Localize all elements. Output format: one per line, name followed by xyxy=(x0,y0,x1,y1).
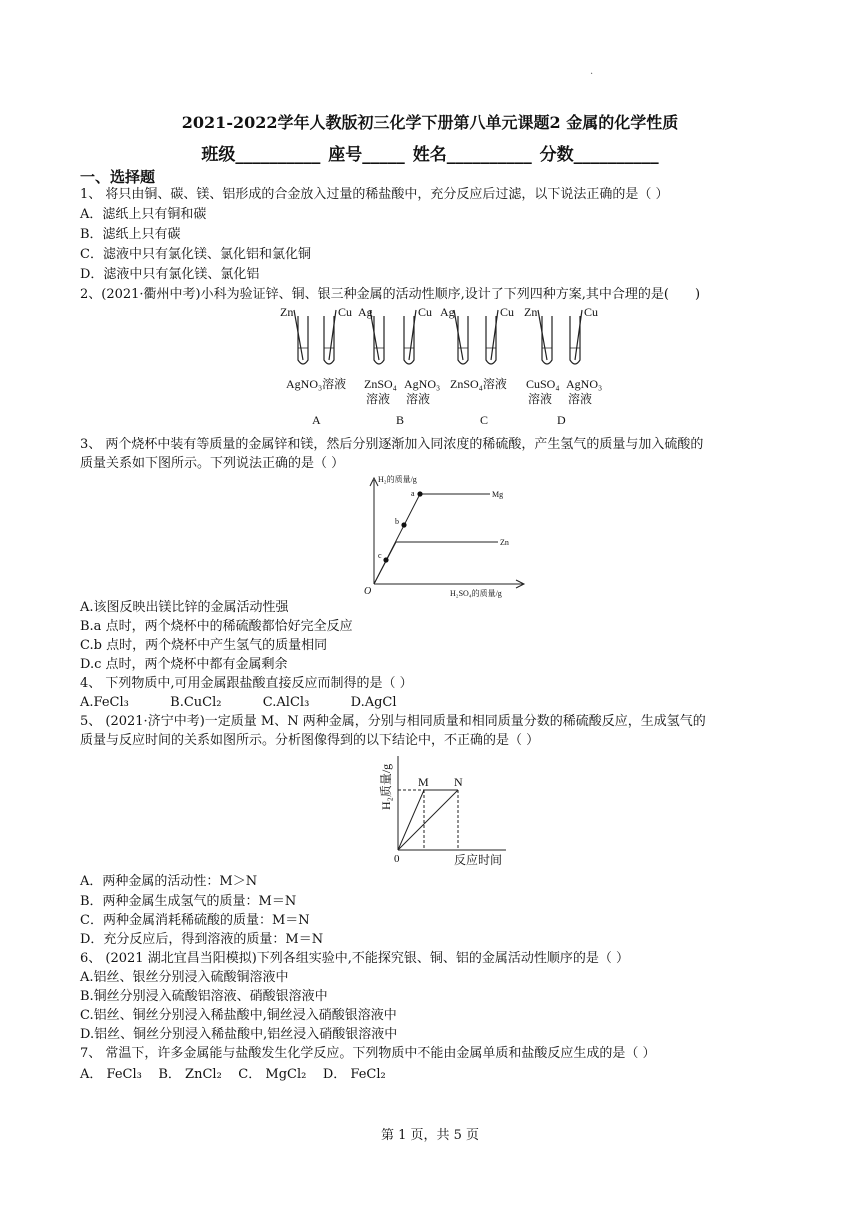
scheme-label-a: A xyxy=(312,413,321,427)
y-axis-label: H₂的质量/g xyxy=(378,475,417,484)
q2-test-tube-diagram xyxy=(270,302,620,430)
point-label-a: a xyxy=(411,489,415,498)
metal-label: Cu xyxy=(338,305,353,319)
solution-label: 溶液 xyxy=(366,392,391,406)
solution-label: AgNO₃ xyxy=(566,377,603,391)
q3-stem-line1: 3、 两个烧杯中装有等质量的金属锌和镁，然后分别逐渐加入同浓度的稀硫酸，产生氢气的质量与加入硫酸的 xyxy=(80,437,704,452)
series-label-n: N xyxy=(454,775,463,789)
series-line-zn xyxy=(374,542,498,584)
q6-option-c: C.铝丝、铜丝分别浸入稀盐酸中,铜丝浸入硝酸银溶液中 xyxy=(80,1008,397,1023)
metal-label: Ag xyxy=(440,305,455,319)
metal-label: Cu xyxy=(584,305,599,319)
q3-stem-line2: 质量关系如下图所示。下列说法正确的是（ ） xyxy=(80,456,345,471)
metal-strip xyxy=(409,310,416,360)
metal-label: Zn xyxy=(524,305,538,319)
student-info-line: 班级__________ 座号_____ 姓名__________ 分数__________ xyxy=(201,145,659,165)
q1-option-c: C．滤液中只有氯化镁、氯化铝和氯化铜 xyxy=(80,247,311,262)
scheme-label-d: D xyxy=(557,413,566,427)
scheme-label-b: B xyxy=(396,413,405,427)
q5-option-b: B．两种金属生成氢气的质量：M＝N xyxy=(80,894,297,909)
solution-label: AgNO₃溶液 xyxy=(286,377,347,391)
metal-strip xyxy=(491,310,498,360)
metal-label: Zn xyxy=(280,305,294,319)
solution-label: AgNO₃ xyxy=(404,377,441,391)
q3-option-b: B.a 点时，两个烧杯中的稀硫酸都恰好完全反应 xyxy=(80,619,353,634)
scheme-label-c: C xyxy=(480,413,489,427)
metal-label: Ag xyxy=(358,305,373,319)
q5-stem-line1: 5、 (2021·济宁中考)一定质量 M、N 两种金属，分别与相同质量和相同质量分数的稀硫酸反应，生成氢气的 xyxy=(80,714,706,729)
q1-stem: 1、 将只由铜、碳、镁、铝形成的合金放入过量的稀盐酸中，充分反应后过滤，以下说法正确的是（ ） xyxy=(80,187,669,202)
q3-option-a: A.该图反映出镁比锌的金属活动性强 xyxy=(80,600,289,615)
origin-label: O xyxy=(364,586,372,597)
q6-option-d: D.铝丝、铜丝分别浸入稀盐酸中,铝丝浸入硝酸银溶液中 xyxy=(80,1027,398,1042)
q3-option-d: D.c 点时，两个烧杯中都有金属剩余 xyxy=(80,657,288,672)
q3-option-c: C.b 点时，两个烧杯中产生氢气的质量相同 xyxy=(80,638,328,653)
series-label-zn: Zn xyxy=(500,538,509,547)
point-label-b: b xyxy=(395,517,399,526)
q2-stem: 2、(2021·衢州中考)小科为验证锌、铜、银三种金属的活动性顺序,设计了下列四种方案,其中合理的是( ) xyxy=(80,287,701,302)
solution-label: ZnSO₄溶液 xyxy=(450,377,507,391)
origin-label: 0 xyxy=(394,853,400,865)
solution-label: 溶液 xyxy=(528,392,553,406)
q5-option-a: A．两种金属的活动性：M＞N xyxy=(80,874,258,889)
point-c xyxy=(383,557,388,562)
point-label-c: c xyxy=(378,551,382,560)
solution-label: 溶液 xyxy=(568,392,593,406)
metal-strip xyxy=(575,310,582,360)
q4-stem: 4、 下列物质中,可用金属跟盐酸直接反应而制得的是（ ） xyxy=(80,676,413,691)
series-label-m: M xyxy=(418,775,429,789)
metal-label: Cu xyxy=(500,305,515,319)
metal-strip xyxy=(329,310,336,360)
q5-option-d: D．充分反应后，得到溶液的质量：M＝N xyxy=(80,932,324,947)
x-axis-label: 反应时间 xyxy=(454,853,503,866)
series-line-mg xyxy=(374,494,490,584)
q5-chart xyxy=(374,752,510,866)
page-footer: 第 1 页，共 5 页 xyxy=(380,1128,480,1143)
q6-option-b: B.铜丝分别浸入硫酸铝溶液、硝酸银溶液中 xyxy=(80,989,328,1004)
q5-option-c: C．两种金属消耗稀硫酸的质量：M＝N xyxy=(80,913,310,928)
solution-label: ZnSO₄ xyxy=(364,377,397,391)
q7-options: A． FeCl₃ B． ZnCl₂ C． MgCl₂ D． FeCl₂ xyxy=(80,1067,386,1082)
q1-option-b: B．滤纸上只有碳 xyxy=(80,227,181,242)
section-title: 一、选择题 xyxy=(80,168,156,186)
metal-label: Cu xyxy=(418,305,433,319)
series-line-n xyxy=(398,790,458,850)
q1-option-a: A．滤纸上只有铜和碳 xyxy=(80,207,207,222)
q3-chart xyxy=(360,472,530,600)
solution-label: CuSO₄ xyxy=(526,377,560,391)
point-a xyxy=(417,491,422,496)
q1-option-d: D．滤液中只有氯化镁、氯化铝 xyxy=(80,267,260,282)
q4-options: A.FeCl₃ B.CuCl₂ C.AlCl₃ D.AgCl xyxy=(80,695,397,710)
x-axis-label: H₂SO₄的质量/g xyxy=(450,589,502,598)
q5-stem-line2: 质量与反应时间的关系如图所示。分析图像得到的以下结论中，不正确的是（ ） xyxy=(80,733,540,748)
y-axis-label: H₂质量/g xyxy=(379,763,393,810)
series-label-mg: Mg xyxy=(492,490,504,499)
solution-label: 溶液 xyxy=(406,392,431,406)
page-dot: . xyxy=(590,66,594,77)
q7-stem: 7、 常温下，许多金属能与盐酸发生化学反应。下列物质中不能由金属单质和盐酸反应生成的是（ ） xyxy=(80,1046,656,1061)
q6-option-a: A.铝丝、银丝分别浸入硫酸铜溶液中 xyxy=(80,970,289,985)
page-title: 2021-2022学年人教版初三化学下册第八单元课题2 金属的化学性质 xyxy=(181,113,679,132)
point-b xyxy=(401,522,406,527)
q6-stem: 6、 (2021 湖北宜昌当阳模拟)下列各组实验中,不能探究银、铜、铝的金属活动性顺序的是（ ） xyxy=(80,951,630,966)
